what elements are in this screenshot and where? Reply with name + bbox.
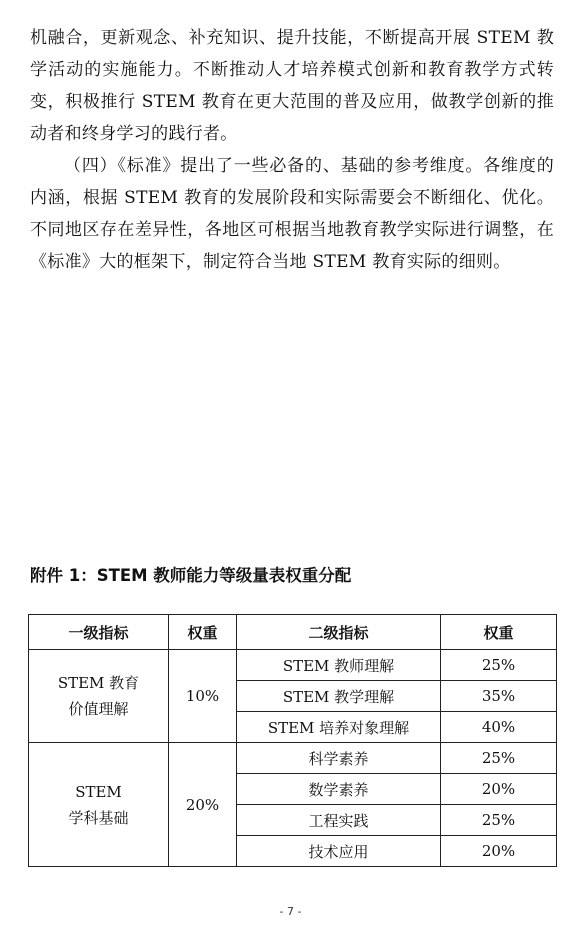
page-number: - 7 - [279, 905, 302, 918]
attachment-title: 附件 1：STEM 教师能力等级量表权重分配 [30, 566, 352, 585]
header-level2: 二级指标 [237, 615, 441, 650]
paragraph-1: 机融合，更新观念、补充知识、提升技能，不断提高开展 STEM 教学活动的实施能力。不断推动人才培养模式创新和教育教学方式转变，积极推行 STEM 教育在更大范围的普及应用，做教学创新的推动者和终身学习的践行者。 [30, 28, 554, 144]
level1-label-line: STEM [75, 782, 122, 801]
level2-cell: 数学素养 [237, 774, 441, 805]
header-weight1: 权重 [169, 615, 237, 650]
level2-cell: 技术应用 [237, 836, 441, 867]
level1-cell [29, 743, 169, 867]
body-text [30, 22, 554, 278]
level2-weight: 25% [441, 805, 557, 836]
level1-label-line: 学科基础 [68, 808, 129, 827]
table-row [29, 650, 557, 681]
level2-weight: 40% [441, 712, 557, 743]
level2-weight: 25% [441, 650, 557, 681]
weight-table [28, 614, 557, 867]
level2-weight: 25% [441, 743, 557, 774]
level1-label-line: 价值理解 [68, 700, 129, 718]
table-row [29, 743, 557, 774]
header-weight2: 权重 [441, 615, 557, 650]
table-header-row [29, 615, 557, 650]
level2-weight: 20% [441, 774, 557, 805]
level2-cell: STEM 教学理解 [237, 681, 441, 712]
level2-cell: STEM 培养对象理解 [237, 712, 441, 743]
level1-weight: 10% [169, 650, 237, 743]
header-level1: 一级指标 [29, 615, 169, 650]
level2-cell: STEM 教师理解 [237, 650, 441, 681]
level1-weight: 20% [169, 743, 237, 867]
paragraph-2: （四）《标准》提出了一些必备的、基础的参考维度。各维度的内涵，根据 STEM 教育的发展阶段和实际需要会不断细化、优化。不同地区存在差异性，各地区可根据当地教育教学实际进行调整，在《标准》大的框架下，制定符合当地 STEM 教育实际的细则。 [30, 156, 554, 272]
level2-cell: 科学素养 [237, 743, 441, 774]
level2-weight: 20% [441, 836, 557, 867]
level2-cell: 工程实践 [237, 805, 441, 836]
level2-weight: 35% [441, 681, 557, 712]
level1-label-line: STEM 教育 [57, 674, 140, 692]
level1-cell [29, 650, 169, 743]
